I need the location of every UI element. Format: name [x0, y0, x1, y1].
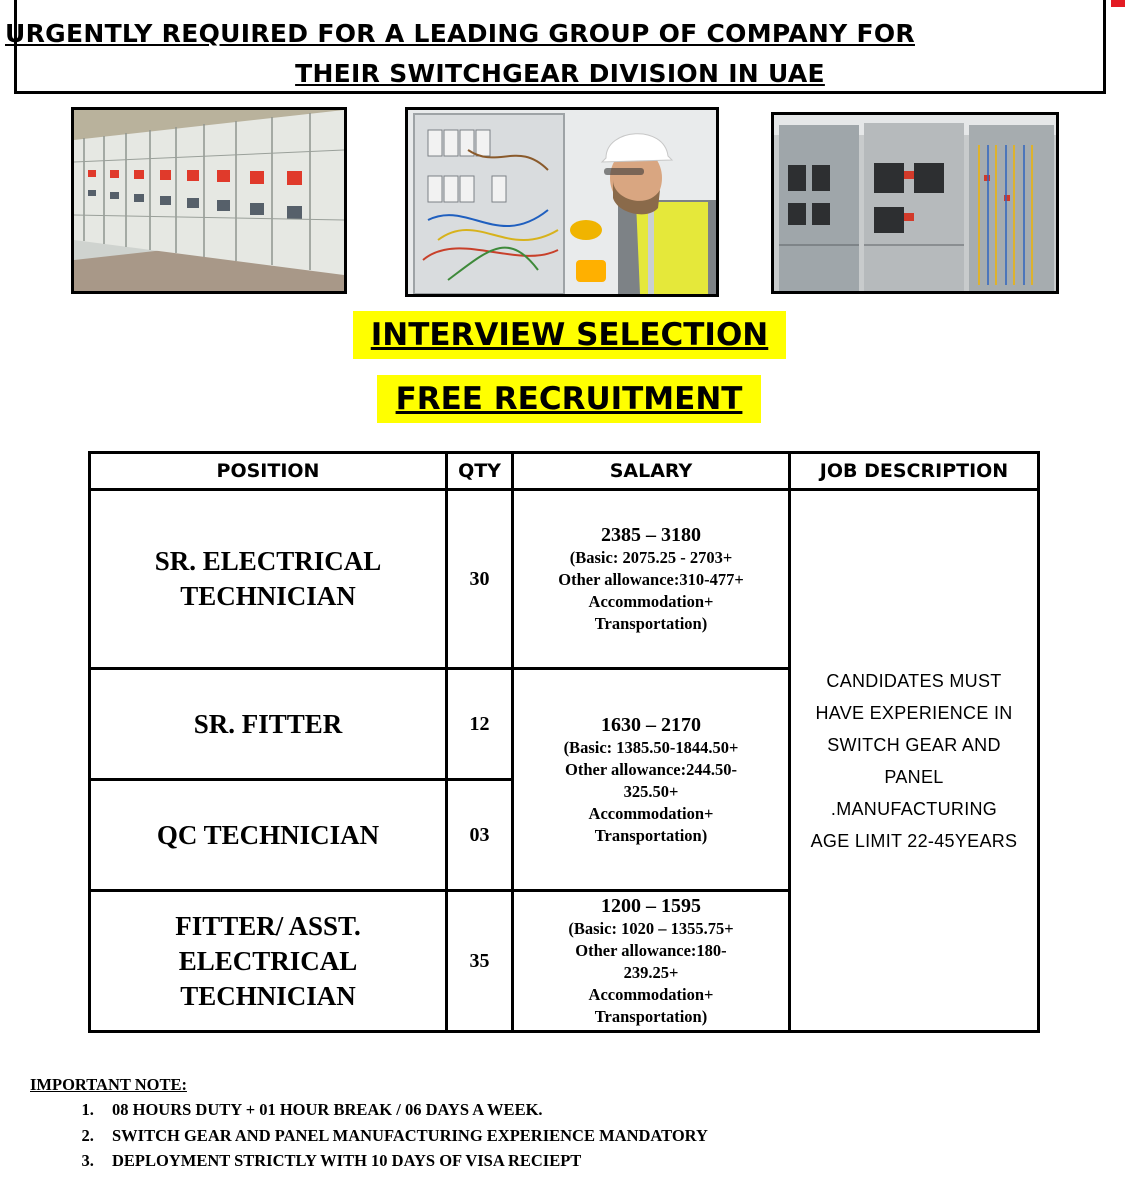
position-line: SR. ELECTRICAL [154, 546, 382, 576]
free-recruitment-banner: FREE RECRUITMENT [377, 375, 761, 423]
header-line-1: URGENTLY REQUIRED FOR A LEADING GROUP OF COMPANY FOR [5, 19, 915, 48]
salary-detail-line: Other allowance:244.50- [564, 759, 737, 779]
electrician-photo [405, 107, 719, 297]
qty-header: QTY [447, 453, 513, 490]
salary-range: 1200 – 1595 [601, 895, 701, 917]
salary-range: 2385 – 3180 [601, 524, 701, 546]
salary-detail-line: (Basic: 1020 – 1355.75+ [568, 919, 734, 938]
salary-detail-line: (Basic: 2075.25 - 2703+ [569, 548, 733, 567]
interview-selection-banner: INTERVIEW SELECTION [353, 311, 786, 359]
position-cell [90, 891, 447, 1032]
salary-detail-line: Other allowance:310-477+ [558, 570, 744, 589]
qty-cell: 12 [447, 669, 513, 780]
note-item: 1. 08 HOURS DUTY + 01 HOUR BREAK / 06 DAYS A WEEK. [98, 1097, 1030, 1123]
notes-title: IMPORTANT NOTE: [30, 1075, 187, 1094]
header-line-2: THEIR SWITCHGEAR DIVISION IN UAE [295, 59, 825, 88]
salary-cell [513, 490, 790, 669]
header-box [5, 0, 1106, 94]
note-item: 3. DEPLOYMENT STRICTLY WITH 10 DAYS OF VISA RECIEPT [98, 1148, 1030, 1174]
job-description-header: JOB DESCRIPTION [790, 453, 1039, 490]
jobs-table [88, 451, 1040, 1033]
position-cell [90, 780, 447, 891]
control-panel-photo [771, 112, 1059, 294]
job-description-line: PANEL [884, 766, 944, 787]
salary-detail-line: Accommodation+ [588, 803, 714, 823]
position-line: TECHNICIAN [180, 980, 356, 1011]
qty-cell: 03 [447, 780, 513, 891]
note-item: 2. SWITCH GEAR AND PANEL MANUFACTURING EXPERIENCE MANDATORY [98, 1123, 1030, 1149]
table-row [90, 490, 1039, 669]
salary-detail-line: 325.50+ [623, 781, 679, 801]
job-description-cell [790, 490, 1039, 1032]
position-line: TECHNICIAN [180, 581, 356, 611]
salary-detail-line: Accommodation+ [588, 592, 714, 611]
switchgear-room-photo [71, 107, 347, 294]
salary-detail-line: 239.25+ [623, 963, 679, 982]
salary-detail-line: Transportation) [594, 825, 708, 845]
position-line: ELECTRICAL [178, 945, 358, 976]
job-description-line: AGE LIMIT 22-45YEARS [810, 830, 1018, 851]
salary-detail-line: (Basic: 1385.50-1844.50+ [563, 737, 739, 757]
important-notes [30, 1073, 1030, 1174]
notes-list [30, 1097, 1030, 1174]
salary-cell [513, 891, 790, 1032]
position-line: SR. FITTER [193, 708, 343, 739]
salary-detail-line: Transportation) [594, 614, 708, 633]
salary-detail-line: Transportation) [594, 1007, 708, 1026]
qty-cell: 30 [447, 490, 513, 669]
table-header-row [90, 453, 1039, 490]
position-header: POSITION [90, 453, 447, 490]
shared-salary-cell [513, 669, 790, 891]
salary-detail-line: Other allowance:180- [575, 941, 727, 960]
position-line: QC TECHNICIAN [156, 819, 380, 850]
job-description-line: CANDIDATES MUST [826, 670, 1002, 691]
qty-cell: 35 [447, 891, 513, 1032]
salary-range: 1630 – 2170 [601, 713, 701, 736]
corner-accent [1111, 0, 1125, 7]
position-cell [90, 490, 447, 669]
job-description-line: SWITCH GEAR AND [827, 734, 1001, 755]
position-line: FITTER/ ASST. [175, 910, 361, 941]
job-description-line: HAVE EXPERIENCE IN [815, 702, 1013, 723]
job-description-line: .MANUFACTURING [830, 798, 998, 819]
salary-detail-line: Accommodation+ [588, 985, 714, 1004]
position-cell [90, 669, 447, 780]
salary-header: SALARY [513, 453, 790, 490]
